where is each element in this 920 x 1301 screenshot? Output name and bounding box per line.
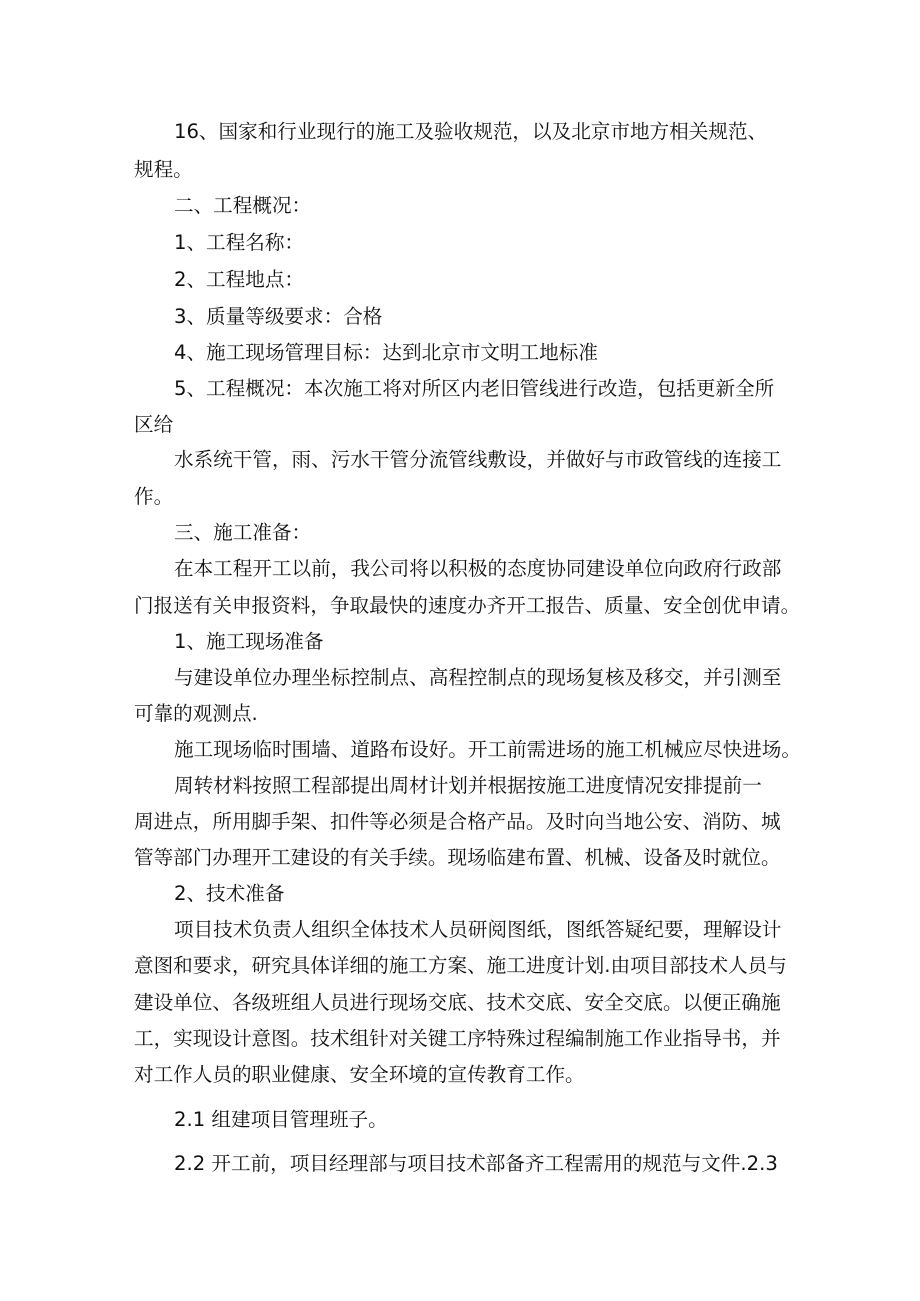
text-line: 管等部门办理开工建设的有关手续。现场临建布置、机械、设备及时就位。 <box>134 846 781 869</box>
section-heading: 二、工程概况： <box>174 194 312 217</box>
subsection-heading: 2、技术准备 <box>174 882 285 905</box>
text-line: 周进点，所用脚手架、扣件等必须是合格产品。及时向当地公安、消防、城 <box>134 810 781 833</box>
text-line: 作。 <box>134 485 174 508</box>
text-line: 4、施工现场管理目标：达到北京市文明工地标准 <box>174 341 598 364</box>
text-line: 水系统干管，雨、污水干管分流管线敷设，并做好与市政管线的连接工 <box>174 448 782 471</box>
text-line: 与建设单位办理坐标控制点、高程控制点的现场复核及移交，并引测至 <box>174 666 782 689</box>
text-line: 工，实现设计意图。技术组针对关键工序特殊过程编制施工作业指导书，并 <box>134 1027 781 1050</box>
section-heading: 三、施工准备： <box>174 521 312 544</box>
text-line: 在本工程开工以前，我公司将以积极的态度协同建设单位向政府行政部 <box>174 557 782 580</box>
text-line: 2、工程地点： <box>174 268 305 291</box>
text-line: 周转材料按照工程部提出周材计划并根据按施工进度情况安排提前一 <box>174 774 762 797</box>
text-line: 门报送有关申报资料，争取最快的速度办齐开工报告、质量、安全创优申请。 <box>134 594 801 617</box>
text-line: 可靠的观测点. <box>134 702 258 725</box>
text-line: 对工作人员的职业健康、安全环境的宣传教育工作。 <box>134 1063 585 1086</box>
text-line: 规程。 <box>134 158 193 181</box>
text-line: 施工现场临时围墙、道路布设好。开工前需进场的施工机械应尽快进场。 <box>174 738 801 761</box>
text-line: 建设单位、各级班组人员进行现场交底、技术交底、安全交底。以便正确施 <box>134 991 781 1014</box>
text-line: 16、国家和行业现行的施工及验收规范，以及北京市地方相关规范、 <box>174 120 768 143</box>
text-line: 项目技术负责人组织全体技术人员研阅图纸，图纸答疑纪要，理解设计 <box>174 918 782 941</box>
text-line: 2.2 开工前，项目经理部与项目技术部备齐工程需用的规范与文件.2.3 <box>174 1152 778 1175</box>
text-line: 意图和要求，研究具体详细的施工方案、施工进度计划.由项目部技术人员与 <box>134 954 787 977</box>
text-line: 5、工程概况：本次施工将对所区内老旧管线进行改造，包括更新全所 <box>174 377 775 400</box>
text-line: 区给 <box>134 413 174 436</box>
text-line: 3、质量等级要求：合格 <box>174 305 383 328</box>
subsection-heading: 1、施工现场准备 <box>174 630 324 653</box>
text-line: 1、工程名称： <box>174 231 305 254</box>
text-line: 2.1 组建项目管理班子。 <box>174 1108 388 1131</box>
